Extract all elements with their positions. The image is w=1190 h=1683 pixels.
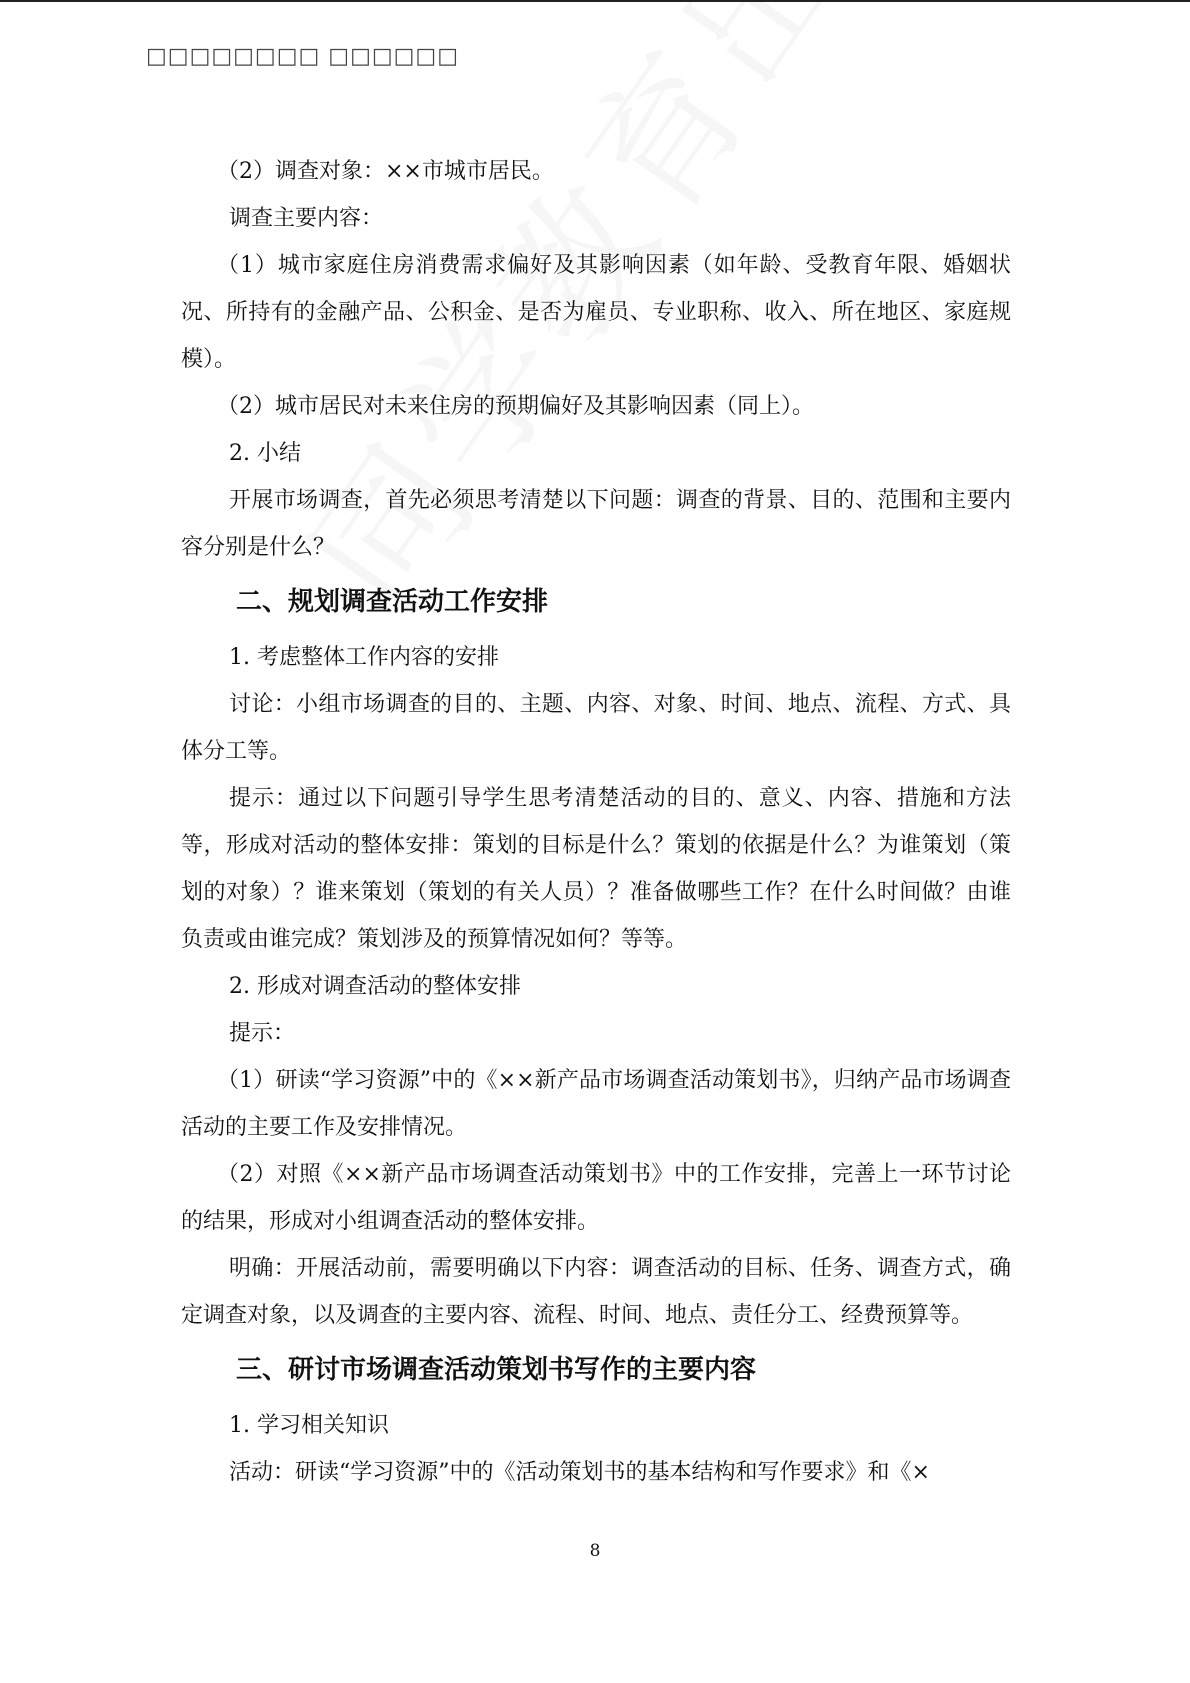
subheading: 1. 考虑整体工作内容的安排 (229, 645, 499, 670)
paragraph: 开展市场调查，首先必须思考清楚以下问题：调查的背景、目的、范围和主要内容分别是什么？ (181, 488, 1011, 560)
paragraph: （2）调查对象：××市城市居民。 (217, 159, 554, 184)
paragraph: 提示：通过以下问题引导学生思考清楚活动的目的、意义、内容、措施和方法等，形成对活动的整体安排：策划的目标是什么？策划的依据是什么？为谁策划（策划的对象）？谁来策划（策划的有关人员）？准备做哪些工作？在什么时间做？由谁负责或由谁完成？策划涉及的预算情况如何？等等。 (181, 786, 1011, 952)
paragraph: 调查主要内容： (229, 206, 384, 231)
subheading: 1. 学习相关知识 (229, 1413, 389, 1438)
paragraph: 明确：开展活动前，需要明确以下内容：调查活动的目标、任务、调查方式，确定调查对象，以及调查的主要内容、流程、时间、地点、责任分工、经费预算等。 (181, 1256, 1011, 1328)
top-border-line (0, 0, 1190, 2)
paragraph: 讨论：小组市场调查的目的、主题、内容、对象、时间、地点、流程、方式、具体分工等。 (181, 692, 1011, 764)
paragraph: 活动：研读“学习资源”中的《活动策划书的基本结构和写作要求》和《× (229, 1460, 930, 1485)
section-heading: 三、研讨市场调查活动策划书写作的主要内容 (236, 1355, 757, 1385)
paragraph: （1）研读“学习资源”中的《××新产品市场调查活动策划书》，归纳产品市场调查活动的主要工作及安排情况。 (181, 1068, 1011, 1140)
paragraph: 提示： (229, 1021, 296, 1046)
paragraph: （2）城市居民对未来住房的预期偏好及其影响因素（同上）。 (217, 394, 814, 419)
running-header: □□□□□□□□ □□□□□□ (146, 44, 459, 69)
paragraph: （2）对照《××新产品市场调查活动策划书》中的工作安排，完善上一环节讨论的结果，形成对小组调查活动的整体安排。 (181, 1162, 1011, 1234)
paragraph: （1）城市家庭住房消费需求偏好及其影响因素（如年龄、受教育年限、婚姻状况、所持有的金融产品、公积金、是否为雇员、专业职称、收入、所在地区、家庭规模）。 (181, 253, 1011, 372)
subheading: 2. 形成对调查活动的整体安排 (229, 974, 521, 999)
subheading: 2. 小结 (229, 441, 301, 466)
page-number: 8 (589, 1541, 601, 1561)
body-content (181, 148, 1011, 1496)
section-heading: 二、规划调查活动工作安排 (236, 587, 549, 617)
